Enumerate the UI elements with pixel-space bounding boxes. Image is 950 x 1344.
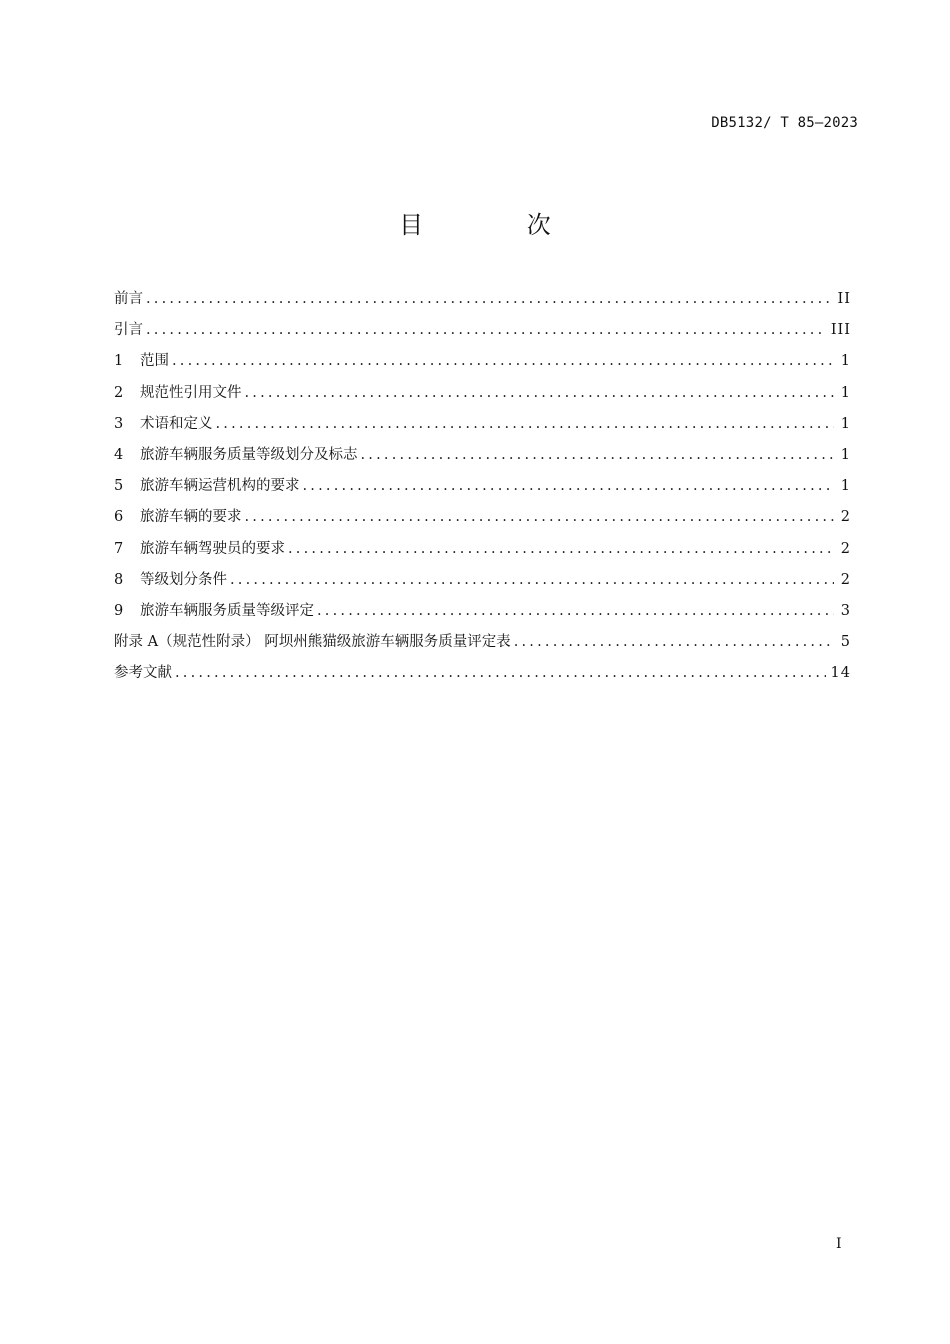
toc-entry-number: 9 (114, 602, 124, 619)
toc-entry-label: 参考文献 (114, 665, 172, 682)
toc-entry-number: 6 (114, 509, 124, 526)
toc-entry-label: 范围 (140, 353, 169, 370)
toc-dot-leader (146, 291, 833, 307)
toc-entry-bibliography[interactable] (114, 661, 851, 692)
toc-entry-label: 旅游车辆的要求 (140, 509, 242, 526)
toc-entry-page: 1 (840, 415, 851, 432)
toc-entry-page: 1 (840, 353, 851, 370)
toc-dot-leader (303, 478, 835, 494)
toc-entry-vehicle-requirements[interactable] (114, 505, 851, 536)
toc-entry-label: 术语和定义 (140, 415, 213, 432)
toc-entry-label: 旅游车辆驾驶员的要求 (140, 540, 285, 557)
toc-entry-grade-classification[interactable] (114, 443, 851, 474)
toc-entry-number: 2 (114, 384, 124, 401)
toc-entry-grade-assessment[interactable] (114, 599, 851, 630)
toc-entry-label: 等级划分条件 (140, 571, 227, 588)
toc-dot-leader (361, 447, 835, 463)
toc-entry-appendix-a[interactable] (114, 630, 851, 661)
toc-dot-leader (230, 572, 834, 588)
toc-entry-page: 5 (840, 634, 851, 651)
page-number: I (836, 1236, 842, 1252)
toc-entry-normative-references[interactable] (114, 381, 851, 412)
toc-dot-leader (288, 541, 834, 557)
toc-entry-grading-conditions[interactable] (114, 568, 851, 599)
toc-entry-number: 1 (114, 353, 124, 370)
toc-entry-page: 1 (840, 478, 851, 495)
toc-dot-leader (317, 603, 834, 619)
toc-dot-leader (175, 665, 826, 681)
toc-dot-leader (146, 322, 826, 338)
toc-entry-page: 14 (830, 665, 851, 682)
toc-entry-page: 2 (840, 540, 851, 557)
toc-entry-page: 3 (840, 602, 851, 619)
toc-entry-terms-definitions[interactable] (114, 412, 851, 443)
toc-entry-number: 8 (114, 571, 124, 588)
toc-entry-number: 5 (114, 478, 124, 495)
toc-entry-label: 引言 (114, 322, 143, 339)
toc-entry-label: 旅游车辆运营机构的要求 (140, 478, 300, 495)
toc-entry-label: 旅游车辆服务质量等级划分及标志 (140, 446, 358, 463)
toc-entry-operator-requirements[interactable] (114, 474, 851, 505)
toc-dot-leader (245, 509, 835, 525)
toc-dot-leader (514, 634, 834, 650)
toc-dot-leader (216, 416, 835, 432)
toc-entry-page: III (830, 322, 851, 339)
table-of-contents (114, 287, 851, 692)
toc-entry-scope[interactable] (114, 349, 851, 380)
toc-dot-leader (245, 385, 835, 401)
toc-entry-label: 前言 (114, 291, 143, 307)
toc-entry-page: 1 (840, 384, 851, 401)
toc-entry-label: 附录 A（规范性附录） 阿坝州熊猫级旅游车辆服务质量评定表 (114, 634, 511, 651)
toc-dot-leader (172, 353, 834, 369)
toc-title: 目 次 (399, 211, 599, 239)
toc-entry-label: 规范性引用文件 (140, 384, 242, 401)
toc-entry-driver-requirements[interactable] (114, 537, 851, 568)
toc-entry-number: 7 (114, 540, 124, 557)
toc-entry-foreword[interactable] (114, 287, 851, 318)
toc-entry-number: 3 (114, 415, 124, 432)
toc-entry-page: II (837, 291, 851, 307)
toc-entry-page: 1 (840, 446, 851, 463)
document-code: DB5132/ T 85—2023 (711, 115, 858, 131)
toc-entry-label: 旅游车辆服务质量等级评定 (140, 602, 314, 619)
toc-entry-page: 2 (840, 571, 851, 588)
toc-entry-page: 2 (840, 509, 851, 526)
toc-entry-number: 4 (114, 446, 124, 463)
toc-entry-introduction[interactable] (114, 318, 851, 349)
